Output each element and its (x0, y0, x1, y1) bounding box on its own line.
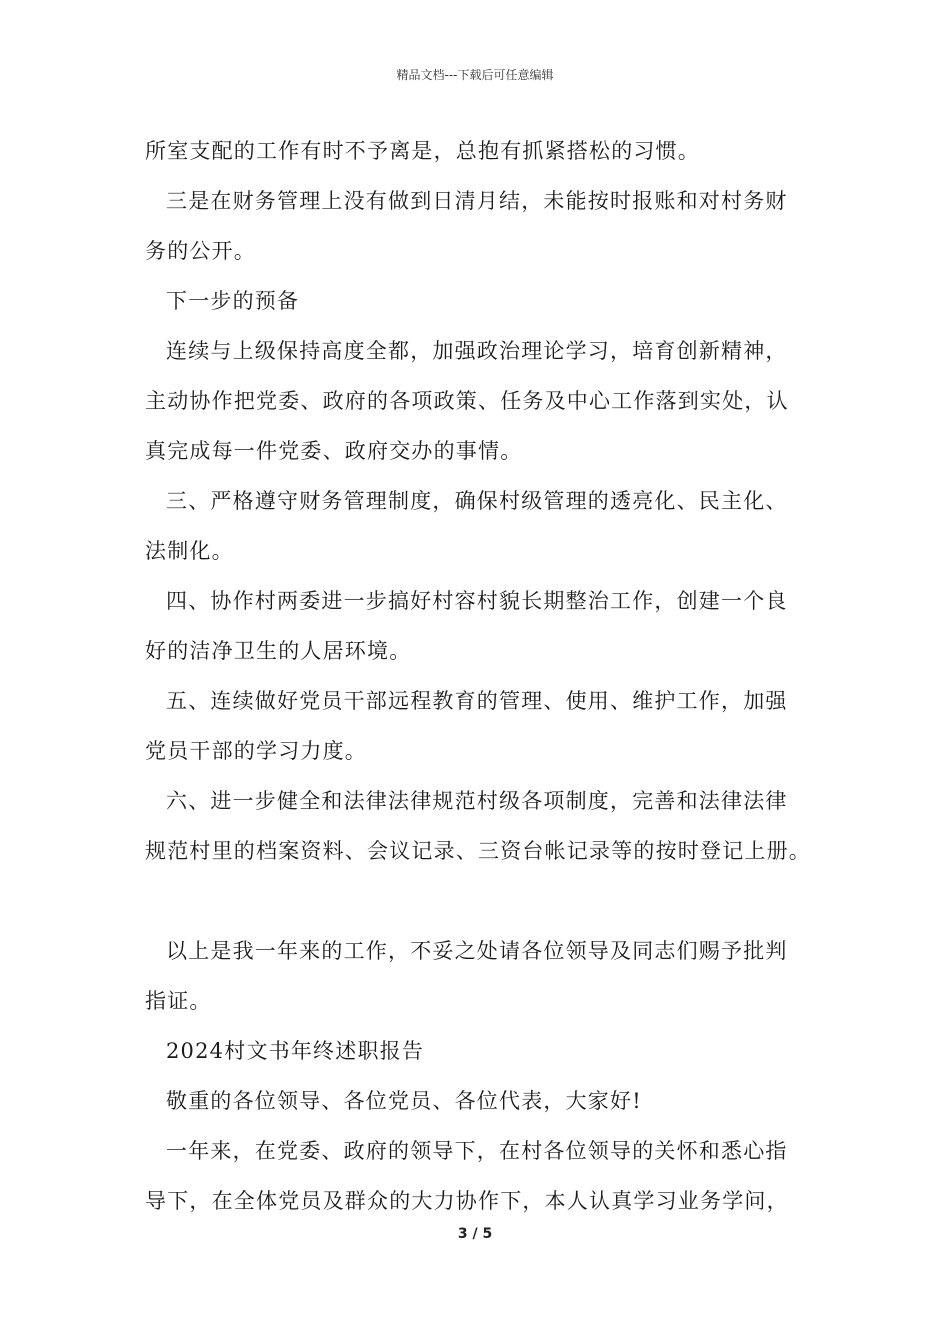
paragraph-line: 法制化。 (145, 539, 234, 563)
page-separator: / (472, 1226, 478, 1242)
page-header (0, 66, 950, 83)
paragraph-line: 务的公开。 (145, 239, 256, 263)
page-total: 5 (482, 1226, 493, 1242)
paragraph-gap (145, 876, 825, 926)
paragraph-line: 导下，在全体党员及群众的大力协作下，本人认真学习业务学问， (145, 1189, 789, 1213)
paragraph-line: 以上是我一年来的工作，不妥之处请各位领导及同志们赐予批判 (166, 939, 788, 963)
paragraph-line: 主动协作把党委、政府的各项政策、任务及中心工作落到实处，认 (145, 389, 789, 413)
paragraph-line: 四、协作村两委进一步搞好村容村貌长期整治工作，创建一个良 (166, 589, 788, 613)
paragraph-line: 六、进一步健全和法律法律规范村级各项制度，完善和法律法律 (166, 789, 788, 813)
paragraph-line: 规范村里的档案资料、会议记录、三资台帐记录等的按时登记上册。 (145, 839, 811, 863)
paragraph-line: 好的洁净卫生的人居环境。 (145, 639, 412, 663)
page-current: 3 (457, 1226, 468, 1242)
paragraph-line: 真完成每一件党委、政府交办的事情。 (145, 439, 523, 463)
paragraph-line: 三、严格遵守财务管理制度，确保村级管理的透亮化、民主化、 (166, 489, 788, 513)
paragraph-line: 五、连续做好党员干部远程教育的管理、使用、维护工作，加强 (166, 689, 788, 713)
paragraph-line: 党员干部的学习力度。 (145, 739, 367, 763)
paragraph-line: 连续与上级保持高度全都，加强政治理论学习，培育创新精神， (166, 339, 788, 363)
section-heading: 下一步的预备 (166, 289, 300, 313)
document-body (145, 126, 825, 1226)
header-text: 精品文档---下载后可任意编辑 (396, 68, 554, 82)
paragraph-line: 一年来，在党委、政府的领导下，在村各位领导的关怀和悉心指 (166, 1139, 788, 1163)
report-title: 2024村文书年终述职报告 (166, 1039, 425, 1063)
paragraph-line: 指证。 (145, 989, 212, 1013)
salutation: 敬重的各位领导、各位党员、各位代表，大家好! (166, 1089, 642, 1113)
paragraph-line: 三是在财务管理上没有做到日清月结，未能按时报账和对村务财 (166, 189, 788, 213)
page-number (0, 1226, 950, 1242)
paragraph-line: 所室支配的工作有时不予离是，总抱有抓紧搭松的习惯。 (145, 139, 700, 163)
